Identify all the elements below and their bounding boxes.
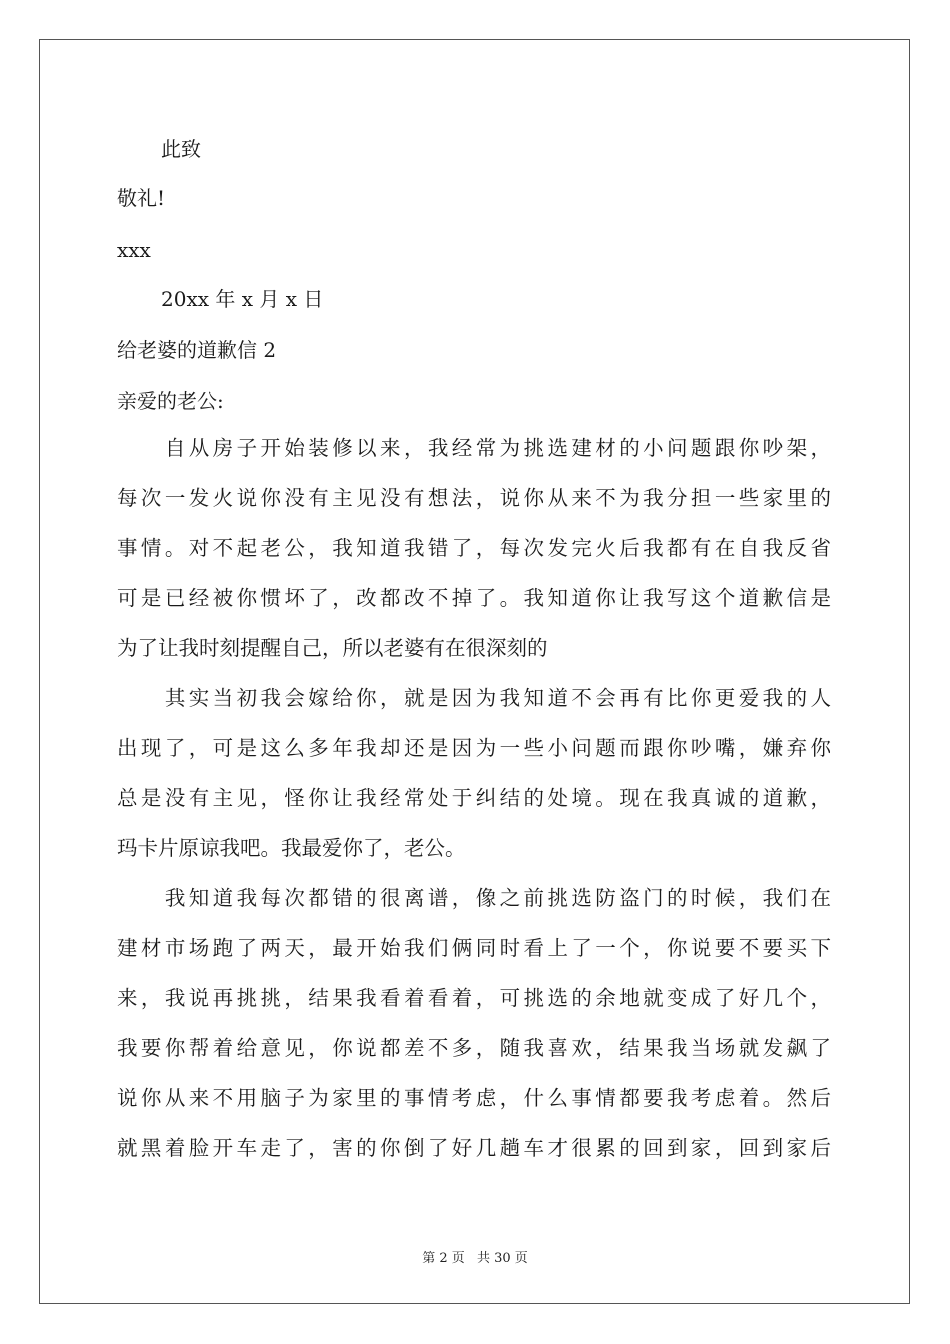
paragraph-line: 出现了，可是这么多年我却还是因为一些小问题而跟你吵嘴，嫌弃你 <box>117 736 831 760</box>
date-line: 20xx 年 x 月 x 日 <box>161 287 324 311</box>
paragraph-line: 我知道我每次都错的很离谱，像之前挑选防盗门的时候，我们在 <box>117 886 831 910</box>
paragraph-line: 可是已经被你惯坏了，改都改不掉了。我知道你让我写这个道歉信是 <box>117 586 831 610</box>
greeting-line: 亲爱的老公: <box>117 389 224 413</box>
paragraph-line: 就黑着脸开车走了，害的你倒了好几趟车才很累的回到家，回到家后 <box>117 1136 831 1160</box>
letter-title: 给老婆的道歉信 2 <box>117 338 277 362</box>
page-footer <box>0 1247 950 1266</box>
paragraph-line: 说你从来不用脑子为家里的事情考虑，什么事情都要我考虑着。然后 <box>117 1086 831 1110</box>
paragraph-line: 每次一发火说你没有主见没有想法，说你从来不为我分担一些家里的 <box>117 486 831 510</box>
salute-line: 敬礼! <box>117 186 166 210</box>
paragraph-line: 为了让我时刻提醒自己，所以老婆有在很深刻的 <box>117 636 548 660</box>
paragraph-line: 总是没有主见，怪你让我经常处于纠结的处境。现在我真诚的道歉， <box>117 786 831 810</box>
closing-line: 此致 <box>161 137 201 161</box>
paragraph-line: 玛卡片原谅我吧。我最爱你了，老公。 <box>117 836 466 860</box>
paragraph-line: 其实当初我会嫁给你，就是因为我知道不会再有比你更爱我的人 <box>117 686 831 710</box>
page-number: 第 2 页 <box>422 1251 465 1266</box>
paragraph-line: 来，我说再挑挑，结果我看着看着，可挑选的余地就变成了好几个， <box>117 986 831 1010</box>
paragraph-line: 建材市场跑了两天，最开始我们俩同时看上了一个，你说要不要买下 <box>117 936 831 960</box>
paragraph-line: 事情。对不起老公，我知道我错了，每次发完火后我都有在自我反省 <box>117 536 831 560</box>
page-border <box>39 39 910 1304</box>
paragraph-line: 自从房子开始装修以来，我经常为挑选建材的小问题跟你吵架， <box>117 436 831 460</box>
signature-line: xxx <box>117 238 151 262</box>
page-total: 共 30 页 <box>476 1251 528 1266</box>
paragraph-line: 我要你帮着给意见，你说都差不多，随我喜欢，结果我当场就发飙了 <box>117 1036 831 1060</box>
